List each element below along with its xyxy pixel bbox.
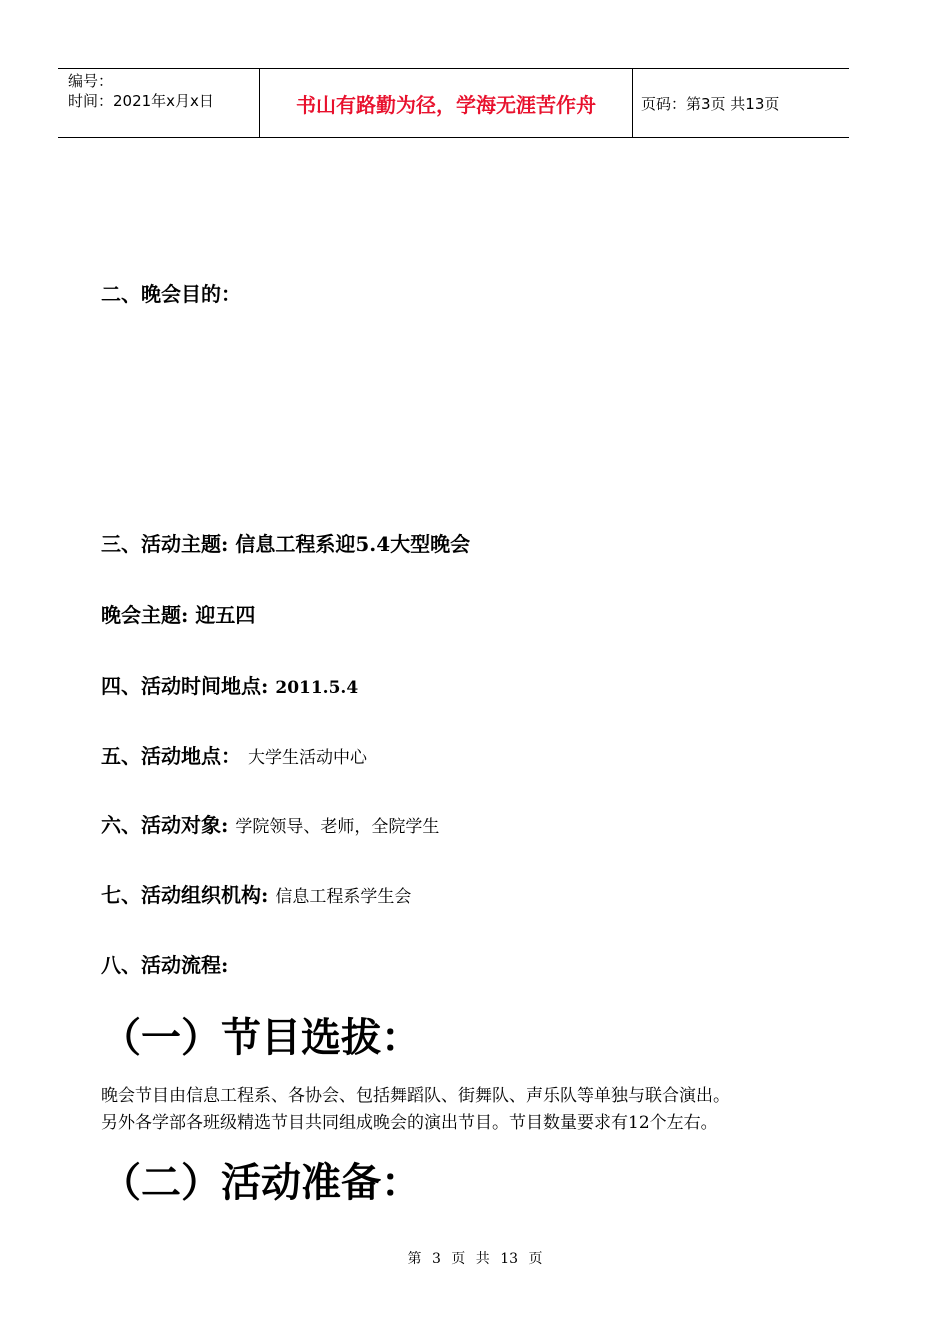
section-7-line (101, 885, 411, 906)
subsection-2-title: （二）活动准备： (101, 1159, 421, 1206)
section-4-label: 四、活动时间地点: (101, 674, 269, 698)
section-6-value: 学院领导、老师，全院学生 (235, 817, 440, 837)
page-footer: 第 3 页 共 13 页 (407, 1251, 543, 1267)
header-time: 时间：2021年x月x日 (68, 92, 214, 110)
header-page-number: 页码：第3页 共13页 (641, 94, 780, 113)
section-2-heading: 二、晚会目的： (101, 282, 241, 306)
section-6-label: 六、活动对象: (101, 813, 229, 837)
section-8-heading: 八、活动流程: (101, 953, 229, 977)
section-5-value: 大学生活动中心 (247, 748, 367, 768)
section-6-line (101, 815, 439, 836)
section-4-value: 2011.5.4 (275, 678, 359, 698)
section-5-label: 五、活动地点： (101, 744, 241, 768)
section-4-line (101, 676, 358, 697)
subsection-1-body (101, 1083, 821, 1137)
section-7-value: 信息工程系学生会 (275, 887, 412, 907)
header-meta (58, 69, 260, 137)
section-5-line (101, 746, 367, 767)
header-motto: 书山有路勤为径，学海无涯苦作舟 (260, 69, 633, 137)
section-7-label: 七、活动组织机构: (101, 883, 269, 907)
paragraph-line-2: 另外各学部各班级精选节目共同组成晚会的演出节目。节目数量要求有12个左右。 (101, 1113, 718, 1133)
theme-line: 晚会主题: 迎五四 (101, 603, 256, 627)
paragraph-line-1: 晚会节目由信息工程系、各协会、包括舞蹈队、街舞队、声乐队等单独与联合演出。 (101, 1086, 730, 1106)
page-header (58, 68, 849, 138)
header-number: 编号： (68, 72, 114, 90)
section-3-heading: 三、活动主题: 信息工程系迎5.4大型晚会 (101, 532, 471, 556)
subsection-1-title: （一）节目选拔： (101, 1014, 421, 1061)
